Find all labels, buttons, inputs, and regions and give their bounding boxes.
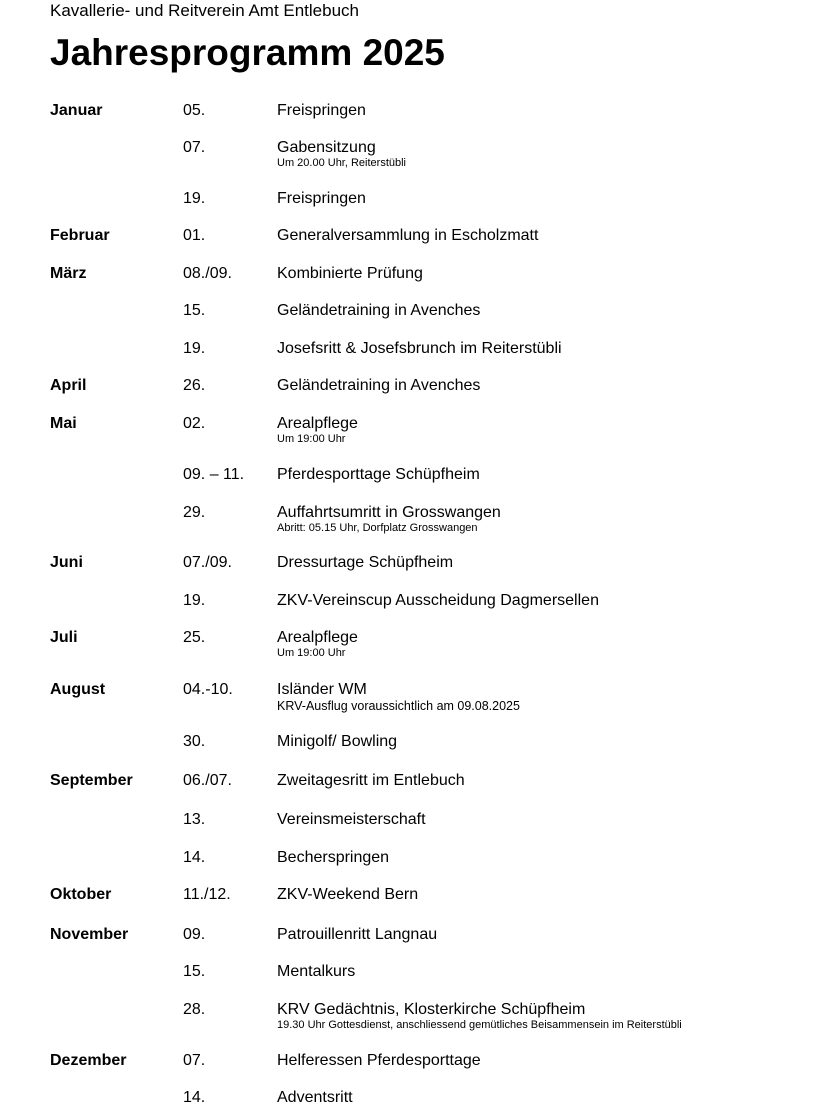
month-label: November: [50, 926, 129, 943]
event-date: 26.: [183, 377, 206, 394]
month-label: Juli: [50, 629, 78, 646]
event-date: 19.: [183, 592, 206, 609]
event-date: 19.: [183, 340, 206, 357]
event-title: Geländetraining in Avenches: [277, 302, 481, 319]
event-title: Minigolf/ Bowling: [277, 733, 398, 750]
event-title: ZKV-Weekend Bern: [277, 886, 419, 903]
event-date: 14.: [183, 849, 206, 866]
event-date: 09.: [183, 926, 206, 943]
event-date: 07.: [183, 1052, 206, 1069]
event-title: Patrouillenritt Langnau: [277, 926, 438, 943]
event-date: 09. – 11.: [183, 466, 245, 483]
event-date: 06./07.: [183, 772, 232, 789]
month-label: Dezember: [50, 1052, 127, 1069]
event-title: Vereinsmeisterschaft: [277, 811, 426, 828]
event-note: Um 19:00 Uhr: [277, 647, 346, 659]
event-date: 14.: [183, 1089, 206, 1106]
event-date: 07./09.: [183, 554, 232, 571]
event-title: Kombinierte Prüfung: [277, 265, 423, 282]
event-date: 28.: [183, 1001, 206, 1018]
month-label: August: [50, 681, 106, 698]
event-title: Adventsritt: [277, 1089, 353, 1106]
month-label: Oktober: [50, 886, 112, 903]
event-title: KRV Gedächtnis, Klosterkirche Schüpfheim: [277, 1001, 586, 1018]
event-note: Um 19:00 Uhr: [277, 433, 346, 445]
event-title: Dressurtage Schüpfheim: [277, 554, 454, 571]
event-date: 29.: [183, 504, 206, 521]
event-title: Zweitagesritt im Entlebuch: [277, 772, 465, 789]
event-date: 30.: [183, 733, 206, 750]
event-title: Pferdesporttage Schüpfheim: [277, 466, 480, 483]
event-title: Josefsritt & Josefsbrunch im Reiterstübli: [277, 340, 562, 357]
month-label: Mai: [50, 415, 77, 432]
event-date: 05.: [183, 102, 206, 119]
event-title: Freispringen: [277, 190, 366, 207]
event-date: 11./12.: [183, 886, 231, 903]
month-label: Februar: [50, 227, 110, 244]
event-title: Auffahrtsumritt in Grosswangen: [277, 504, 501, 521]
event-title: Generalversammlung in Escholzmatt: [277, 227, 539, 244]
event-date: 25.: [183, 629, 206, 646]
event-date: 15.: [183, 302, 206, 319]
month-label: September: [50, 772, 133, 789]
organization-name: Kavallerie- und Reitverein Amt Entlebuch: [50, 1, 359, 20]
event-note: Abritt: 05.15 Uhr, Dorfplatz Grosswangen: [277, 522, 478, 534]
event-title: Freispringen: [277, 102, 366, 119]
event-date: 15.: [183, 963, 206, 980]
event-date: 07.: [183, 139, 206, 156]
event-title: Geländetraining in Avenches: [277, 377, 481, 394]
page-title: Jahresprogramm 2025: [50, 32, 445, 73]
event-date: 01.: [183, 227, 206, 244]
event-date: 04.-10.: [183, 681, 233, 698]
event-date: 02.: [183, 415, 206, 432]
event-date: 08./09.: [183, 265, 232, 282]
event-title: Helferessen Pferdesporttage: [277, 1052, 481, 1069]
month-label: April: [50, 377, 87, 394]
event-title: Isländer WM: [277, 681, 367, 698]
event-title: ZKV-Vereinscup Ausscheidung Dagmersellen: [277, 592, 599, 609]
event-title: Arealpflege: [277, 415, 358, 432]
event-date: 13.: [183, 811, 206, 828]
event-note: 19.30 Uhr Gottesdienst, anschliessend gemütliches Beisammensein im Reiterstübli: [277, 1019, 682, 1031]
event-note: KRV-Ausflug voraussichtlich am 09.08.2025: [277, 699, 520, 713]
event-title: Mentalkurs: [277, 963, 356, 980]
event-note: Um 20.00 Uhr, Reiterstübli: [277, 157, 406, 169]
event-title: Becherspringen: [277, 849, 390, 866]
event-date: 19.: [183, 190, 206, 207]
month-label: Juni: [50, 554, 83, 571]
month-label: März: [50, 265, 87, 282]
month-label: Januar: [50, 102, 103, 119]
event-title: Gabensitzung: [277, 139, 376, 156]
event-title: Arealpflege: [277, 629, 358, 646]
